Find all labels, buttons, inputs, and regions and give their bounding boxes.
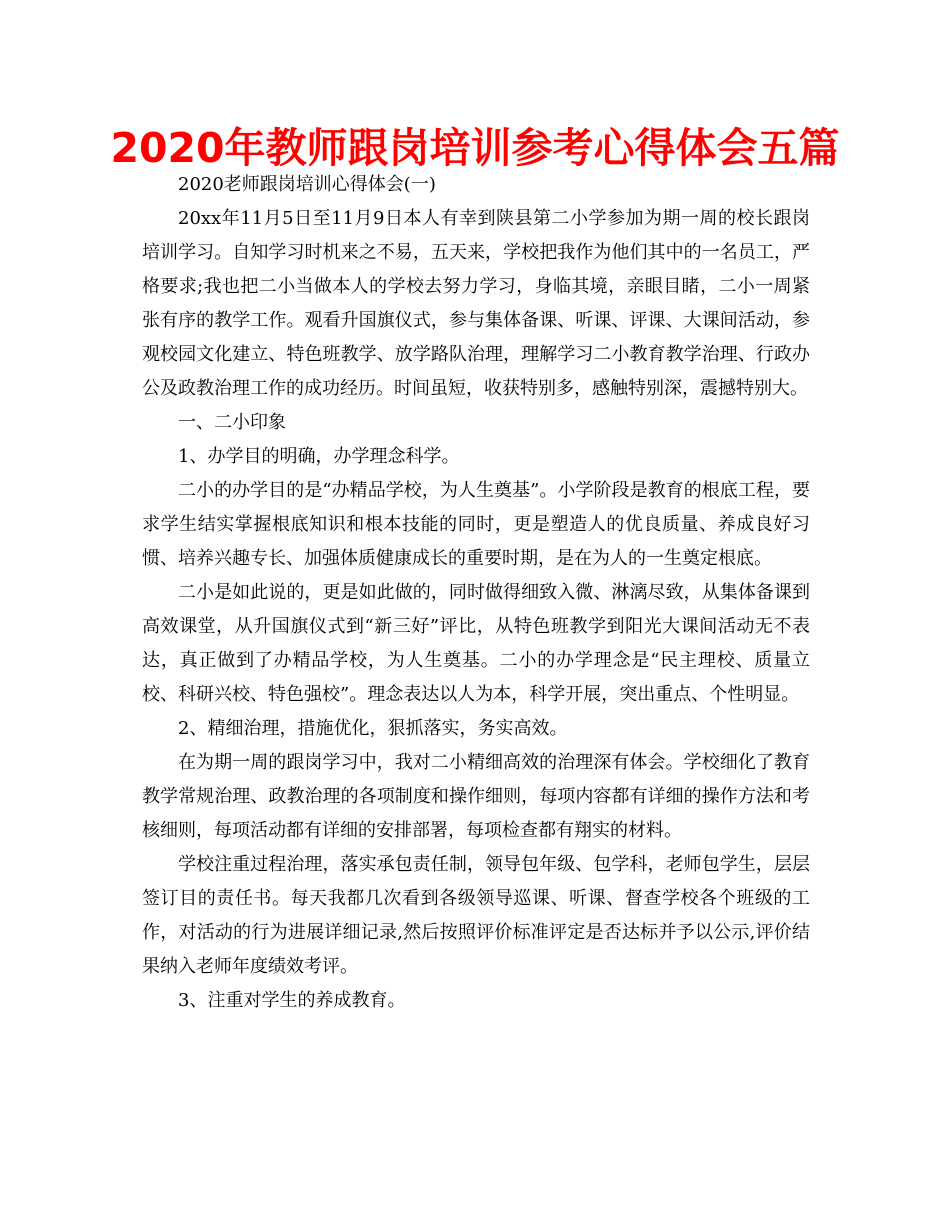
subsection-heading: 2、精细治理，措施优化，狠抓落实，务实高效。 bbox=[178, 718, 568, 739]
paragraph-subtitle: 2020老师跟岗培训心得体会(一) bbox=[178, 174, 436, 195]
paragraph: 20xx年11月5日至11月9日本人有幸到陕县第二小学参加为期一周的校长跟岗培训学习。自知学习时机来之不易，五天来，学校把我作为他们其中的一名员工，严格要求;我也把二小当做本人的学校去努力学习，身临其境，亲眼目睹，二小一周紧张有序的教学工作。观看升国旗仪式，参与集体备课、听课、评课、大课间活动，参观校园文化建立、特色班教学、放学路队治理，理解学习二小教育教学治理、行政办公及政教治理工作的成功经历。时间虽短，收获特别多，感触特别深，震撼特别大。 bbox=[142, 208, 810, 399]
subsection-heading: 1、办学目的明确，办学理念科学。 bbox=[178, 446, 460, 467]
paragraph: 在为期一周的跟岗学习中，我对二小精细高效的治理深有体会。学校细化了教育教学常规治理、政教治理的各项制度和操作细则，每项内容都有详细的操作方法和考核细则，每项活动都有详细的安排部署，每项检查都有翔实的材料。 bbox=[142, 752, 810, 841]
document-title: 2020年教师跟岗培训参考心得体会五篇 bbox=[110, 124, 840, 172]
document-body bbox=[142, 168, 810, 1018]
paragraph: 学校注重过程治理，落实承包责任制，领导包年级、包学科，老师包学生，层层签订目的责任书。每天我都几次看到各级领导巡课、听课、督查学校各个班级的工作，对活动的行为进展详细记录,然后按照评价标准评定是否达标并予以公示,评价结果纳入老师年度绩效考评。 bbox=[142, 854, 810, 977]
section-heading: 一、二小印象 bbox=[178, 412, 286, 433]
paragraph: 二小是如此说的，更是如此做的，同时做得细致入微、淋漓尽致，从集体备课到高效课堂，从升国旗仪式到“新三好”评比，从特色班教学到阳光大课间活动无不表达，真正做到了办精品学校，为人生奠基。二小的办学理念是“民主理校、质量立校、科研兴校、特色强校”。理念表达以人为本，科学开展，突出重点、个性明显。 bbox=[142, 582, 810, 705]
subsection-heading: 3、注重对学生的养成教育。 bbox=[178, 990, 406, 1011]
paragraph: 二小的办学目的是“办精品学校，为人生奠基”。小学阶段是教育的根底工程，要求学生结实掌握根底知识和根本技能的同时，更是塑造人的优良质量、养成良好习惯、培养兴趣专长、加强体质健康成长的重要时期，是在为人的一生奠定根底。 bbox=[142, 480, 810, 569]
